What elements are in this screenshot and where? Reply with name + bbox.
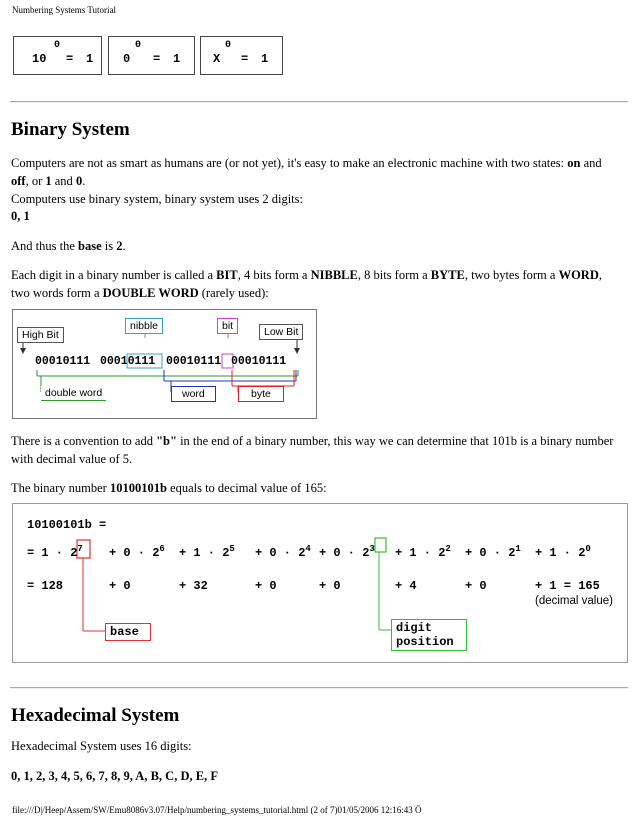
conv-number: 10100101b = — [27, 518, 107, 532]
pw-eq: = — [66, 52, 74, 66]
text: The binary number — [11, 481, 110, 495]
binary-heading: Binary System — [11, 119, 130, 140]
conv-term — [535, 544, 591, 560]
word-label: word — [171, 386, 216, 402]
exp: 2 — [445, 544, 451, 554]
text-bold: 0, 1, 2, 3, 4, 5, 6, 7, 8, 9, A, B, C, D, E, F — [11, 769, 218, 783]
binary-byte-2: 00010111 — [100, 355, 156, 368]
text: and — [580, 156, 602, 170]
text: with decimal value of 5. — [11, 452, 133, 466]
text-bold: base — [78, 239, 102, 253]
text: + 1 · 2 — [535, 546, 586, 560]
position-label: position — [396, 635, 454, 649]
exp: 3 — [369, 544, 375, 554]
pw-result: 1 — [86, 52, 94, 66]
conv-value: + 32 — [179, 579, 208, 593]
exp: 6 — [159, 544, 165, 554]
conv-term — [319, 544, 375, 560]
divider — [10, 101, 628, 103]
page-header-title: Numbering Systems Tutorial — [12, 5, 117, 15]
conv-term — [465, 544, 521, 560]
exp: 1 — [515, 544, 521, 554]
text: , 8 bits form a — [357, 268, 431, 282]
text: Computers use binary system, binary system uses 2 digits: — [11, 192, 303, 206]
text-bold: 1 — [45, 174, 52, 188]
text-bold: "b" — [156, 434, 177, 448]
pw-exp: 0 — [225, 40, 232, 51]
text: Computers are not as smart as humans are (or not yet), it's easy to make an electronic machine with two states: — [11, 156, 568, 170]
text: There is a convention to add — [11, 434, 157, 448]
binary-digits — [11, 207, 627, 225]
pw-result: 1 — [261, 52, 269, 66]
text: . — [122, 239, 126, 253]
text: + 1 · 2 — [179, 546, 230, 560]
text: (rarely used): — [198, 286, 269, 300]
conv-term — [395, 544, 451, 560]
text: is — [101, 239, 117, 253]
text: and — [51, 174, 76, 188]
binary-byte-4: 00010111 — [231, 355, 287, 368]
exp: 0 — [585, 544, 591, 554]
power-box-0 — [108, 36, 195, 75]
hex-paragraph: Hexadecimal System uses 16 digits: — [11, 739, 192, 753]
conv-term — [179, 544, 235, 560]
exp: 4 — [305, 544, 311, 554]
text: 2 — [70, 546, 78, 560]
conv-term — [255, 544, 311, 560]
convention-paragraph — [11, 432, 627, 468]
text-bold: 0, 1 — [11, 209, 30, 223]
conv-value: = 128 — [27, 579, 64, 593]
exp: 7 — [77, 544, 83, 554]
bit-label: bit — [217, 318, 238, 334]
text: + 1 · 2 — [395, 546, 446, 560]
pw-base: 10 — [32, 52, 47, 66]
binary-base-line — [11, 237, 627, 255]
text: in the end of a binary number, this way we can determine that 101b is a binary number — [176, 434, 614, 448]
text-bold: 2 — [116, 239, 123, 253]
exp: 5 — [229, 544, 235, 554]
conv-term — [27, 544, 83, 560]
text: , 4 bits form a — [237, 268, 311, 282]
text: two words form a — [11, 286, 103, 300]
text-bold: 0 — [75, 174, 83, 188]
binary-bits-paragraph — [11, 266, 627, 302]
conv-value: + 4 — [395, 579, 417, 593]
conv-value: + 0 — [319, 579, 341, 593]
text: , or — [25, 174, 46, 188]
power-box-x — [200, 36, 283, 75]
conv-value: + 0 — [465, 579, 487, 593]
pw-result: 1 — [173, 52, 181, 66]
conv-value: + 1 = 165 — [535, 579, 600, 593]
text: And thus the — [11, 239, 79, 253]
hex-heading: Hexadecimal System — [11, 705, 180, 726]
pw-exp: 0 — [135, 40, 142, 51]
pw-eq: = — [241, 52, 249, 66]
high-bit-label: High Bit — [17, 327, 64, 343]
text-bold: BYTE — [430, 268, 465, 282]
text-bold: WORD — [558, 268, 599, 282]
binary-byte-1: 00010111 — [35, 355, 91, 368]
text: + 0 · 2 — [109, 546, 160, 560]
pw-base: X — [213, 52, 221, 66]
low-bit-label: Low Bit — [259, 324, 303, 340]
text: = 1 · — [27, 546, 71, 560]
text-bold: on — [567, 156, 581, 170]
binary-number-line — [11, 479, 627, 497]
conversion-figure — [12, 503, 628, 663]
double-word-label: double word — [41, 386, 106, 401]
text: . — [82, 174, 86, 188]
digit-position-box — [391, 619, 467, 651]
hex-digits — [11, 767, 627, 785]
conv-term — [109, 544, 165, 560]
binary-paragraph-1 — [11, 154, 627, 208]
nibble-label: nibble — [125, 318, 163, 334]
byte-label: byte — [238, 386, 284, 402]
text-bold: NIBBLE — [310, 268, 358, 282]
text: equals to decimal value of 165: — [166, 481, 327, 495]
text-bold: DOUBLE WORD — [102, 286, 199, 300]
text-bold: off — [11, 174, 26, 188]
pw-base: 0 — [123, 52, 131, 66]
text-bold: BIT — [216, 268, 238, 282]
conv-value: + 0 — [255, 579, 277, 593]
pw-exp: 0 — [54, 40, 61, 51]
pw-eq: = — [153, 52, 161, 66]
page-footer-url: file:///D|/Heep/Assem/SW/Emu8086v3.07/Help/numbering_systems_tutorial.html (2 of 7)01/05/2006 12:16:43 Ö — [12, 805, 422, 815]
power-box-10 — [13, 36, 102, 75]
binary-byte-3: 00010111 — [166, 355, 222, 368]
base-label-box: base — [105, 623, 151, 641]
text-bold: 10100101b — [109, 481, 167, 495]
text: , two bytes form a — [464, 268, 559, 282]
divider — [10, 687, 628, 689]
text: Each digit in a binary number is called a — [11, 268, 217, 282]
conv-value: + 0 — [109, 579, 131, 593]
digit-label: digit — [396, 621, 433, 635]
bit-structure-figure — [12, 309, 317, 419]
text: + 0 · 2 — [319, 546, 370, 560]
decimal-value-note: (decimal value) — [535, 595, 613, 607]
text: + 0 · 2 — [255, 546, 306, 560]
text: + 0 · 2 — [465, 546, 516, 560]
text: , — [598, 268, 602, 282]
